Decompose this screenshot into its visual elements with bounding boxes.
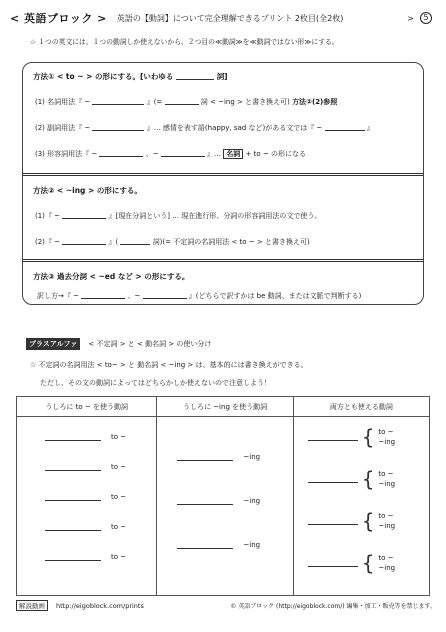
ing-verbs-column [157, 417, 293, 596]
intro-text: ☆ １つの英文には、１つの動詞しか使えないから、２つ目の≪動詞≫を≪動詞ではない形≫にする。 [30, 38, 339, 46]
chevron-right-icon: > [407, 13, 414, 23]
method3-line: 訳し方→『 ~ 、~ 』(どちらで訳すかは be 動詞、または文脈で判断する) [37, 292, 362, 300]
page-indicator [407, 12, 432, 24]
table-row: ~ing [177, 453, 260, 461]
table-row: to ~ [45, 493, 126, 501]
reference-note: 方法②(2)参照 [292, 98, 338, 106]
table-row: { to ~ ~ing [308, 553, 395, 573]
method1-line1: (1) 名詞用法『 ~ 』(= 詞 < ~ing > と書き換え可) 方法②(2)参照 [35, 98, 338, 106]
table-row: to ~ [45, 433, 126, 441]
method2-line2: (2)『 ~ 』( 詞)(= 不定詞の名詞用法 < to ~ > と書き換え可) [35, 238, 310, 246]
blank[interactable] [308, 475, 358, 483]
blank[interactable] [92, 123, 144, 131]
to-verbs-column [17, 417, 157, 596]
page-number: 5 [420, 12, 432, 24]
video-label: 解説動画 [16, 600, 48, 611]
method1-line2: (2) 副詞用法『 ~ 』… 感情を表す語(happy, sad など)がある文では『 ~ 』 [35, 124, 374, 132]
blank[interactable] [177, 541, 233, 549]
table-row: ~ing [177, 541, 260, 549]
brace-icon: { [361, 467, 375, 491]
verb-usage-table [16, 396, 430, 596]
method1-line3: (3) 形容詞用法『 ~ 、~ 』… 名詞 + to ~ の形になる [35, 150, 306, 158]
blank[interactable] [45, 463, 101, 471]
brace-icon: { [361, 509, 375, 533]
brand-logo: < 英語ブロック > [10, 12, 107, 25]
blank[interactable] [120, 237, 150, 245]
brace-icon: { [361, 425, 375, 449]
page-title: 英語の【動詞】について完全理解できるプリント 2枚目(全2枚) [116, 13, 344, 23]
table-header-ing: うしろに ~ing を使う動詞 [157, 397, 293, 417]
table-row: ~ing [177, 497, 260, 505]
blank[interactable] [92, 97, 144, 105]
page-footer [16, 600, 436, 611]
table-row: { to ~ ~ing [308, 511, 395, 531]
method3-heading: 方法③ 過去分詞 < ~ed など > の形にする。 [33, 272, 190, 281]
blank[interactable] [81, 291, 125, 299]
table-header-both: 両方とも使える動詞 [293, 397, 429, 417]
blank[interactable] [325, 123, 365, 131]
blank[interactable] [45, 523, 101, 531]
methods-box [22, 62, 424, 305]
table-row: to ~ [45, 553, 126, 561]
plus-alpha-title: < 不定詞 > と < 動名詞 > の使い分け [88, 340, 212, 348]
blank[interactable] [308, 433, 358, 441]
blank[interactable] [161, 149, 205, 157]
method2-heading: 方法② < ~ing > の形にする。 [33, 186, 142, 195]
table-row: { to ~ ~ing [308, 427, 395, 447]
table-row: to ~ [45, 463, 126, 471]
noun-tag: 名詞 [223, 149, 243, 159]
method2-line1: (1)『 ~ 』[現在分詞という] … 現在進行形、分詞の形容詞用法の文で使う。 [35, 212, 322, 220]
blank[interactable] [62, 211, 106, 219]
blank[interactable] [45, 493, 101, 501]
table-row: { to ~ ~ing [308, 469, 395, 489]
blank[interactable] [45, 553, 101, 561]
blank[interactable] [165, 97, 199, 105]
copyright: © 英語ブロック (http://eigoblock.com/) 編集・加工・販売等を禁じます。 [230, 603, 436, 610]
table-row: to ~ [45, 523, 126, 531]
blank[interactable] [176, 72, 214, 80]
blank[interactable] [308, 559, 358, 567]
blank[interactable] [45, 433, 101, 441]
plus-alpha-tag: プラスアルファ [26, 338, 80, 350]
blank[interactable] [177, 497, 233, 505]
plus-note2: ただし、その文の動詞によってはどちらかしか使えないので注意しよう！ [40, 379, 271, 387]
brace-icon: { [361, 551, 375, 575]
divider [23, 259, 423, 262]
blank[interactable] [99, 149, 143, 157]
method1-heading: 方法① < to ~ > の形にする。[いわゆる 詞] [33, 72, 228, 81]
footer-url[interactable]: http://eigoblock.com/prints [56, 601, 144, 610]
blank[interactable] [143, 291, 187, 299]
page-header [10, 10, 436, 26]
both-verbs-column [293, 417, 429, 596]
table-header-to: うしろに to ~ を使う動詞 [17, 397, 157, 417]
divider [23, 173, 423, 176]
blank[interactable] [308, 517, 358, 525]
plus-alpha-heading [26, 338, 211, 350]
blank[interactable] [177, 453, 233, 461]
blank[interactable] [62, 237, 106, 245]
plus-note1: ☆ 不定詞の名詞用法 < to~ > と 動名詞 < ~ing > は、基本的には書き換えができる。 [30, 361, 308, 369]
